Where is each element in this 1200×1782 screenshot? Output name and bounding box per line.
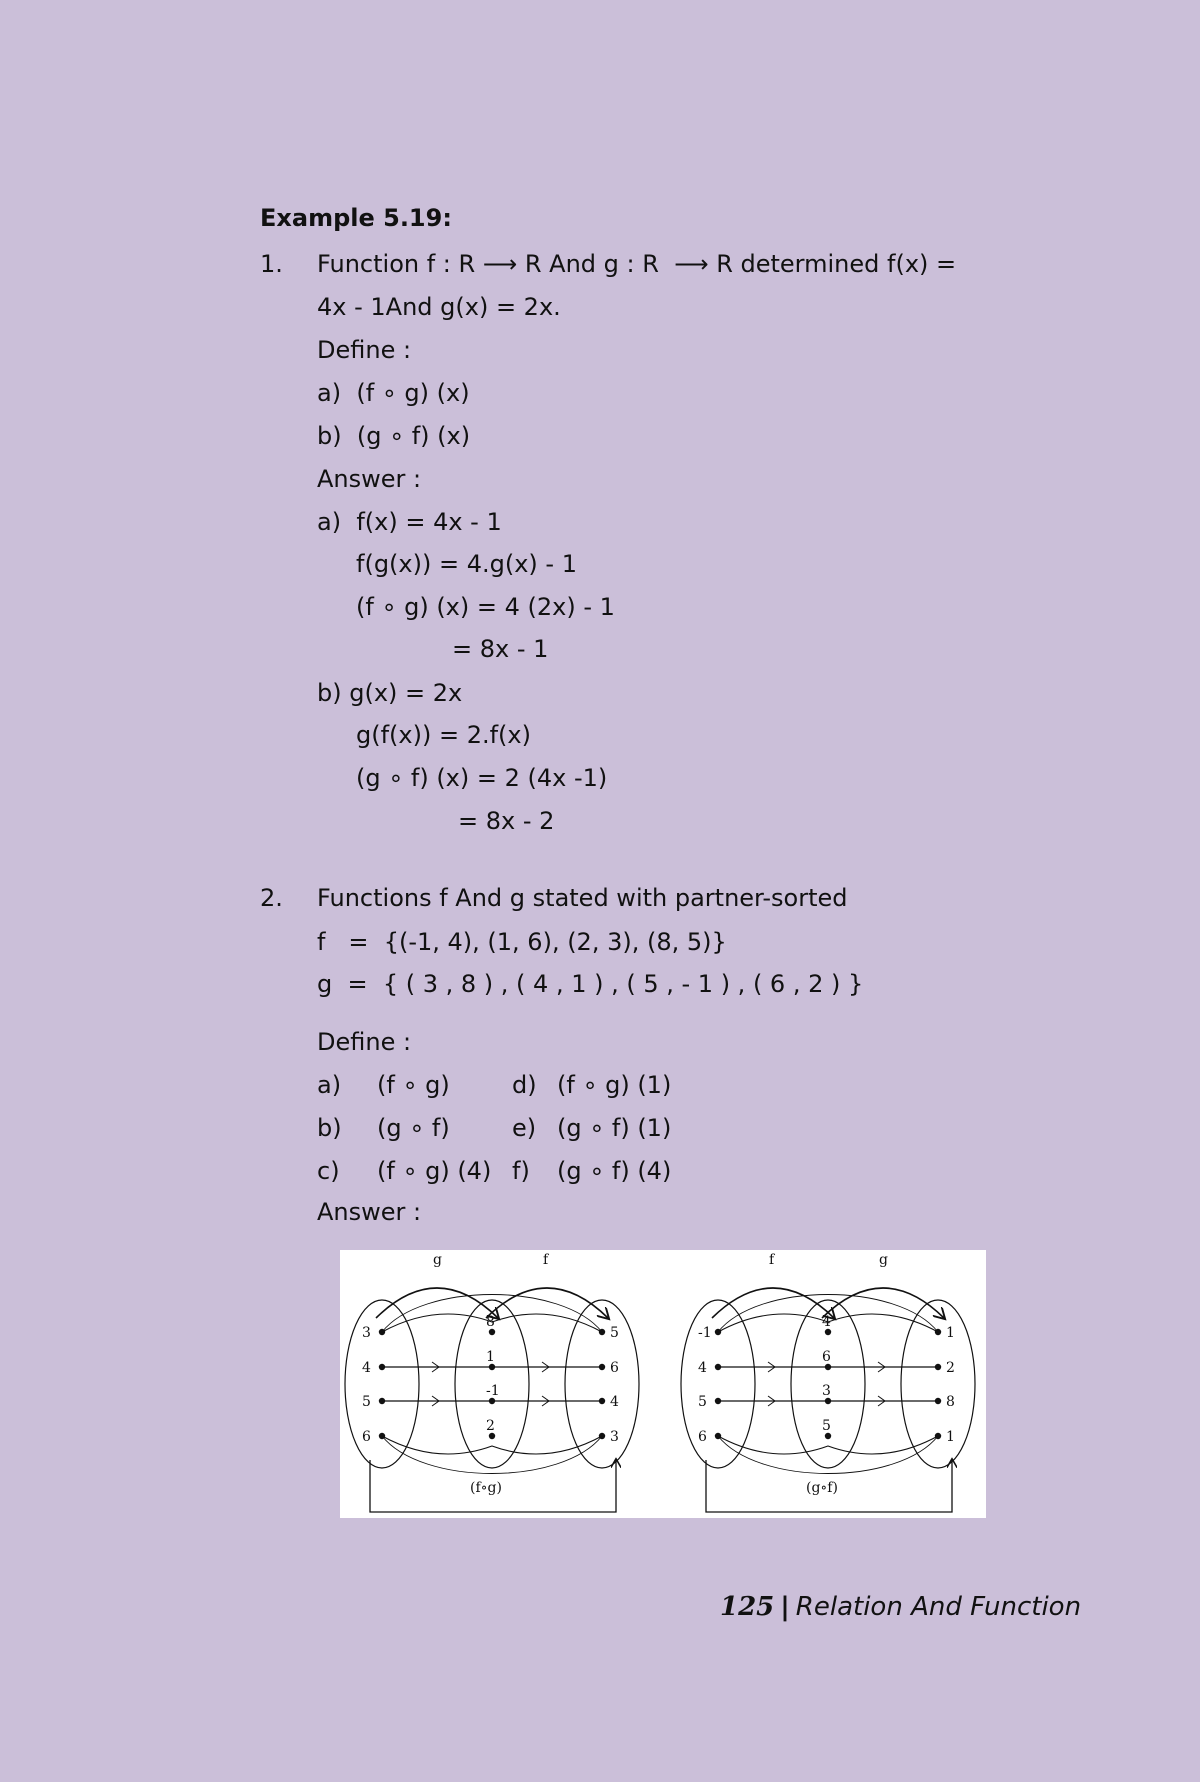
diagram-fog: [345, 1252, 639, 1512]
composition-label: (f∘g): [470, 1480, 502, 1496]
q2-number: 2.: [260, 884, 283, 912]
element-dot: [599, 1433, 605, 1439]
composition-label: (g∘f): [806, 1480, 838, 1496]
element-dot: [715, 1433, 721, 1439]
element-label: -1: [698, 1325, 712, 1341]
element-label: 6: [698, 1429, 707, 1445]
q2-define: Define :: [317, 1028, 412, 1056]
q1-number: 1.: [260, 250, 283, 278]
element-label: 3: [822, 1383, 831, 1399]
element-dot: [379, 1364, 385, 1370]
q2-answer-label: Answer :: [317, 1198, 422, 1226]
q2-item-label: d): [512, 1071, 537, 1099]
q2-item-label: a): [317, 1071, 342, 1099]
q1-sol-b-line: = 8x - 2: [458, 807, 555, 835]
q1-answer-label: Answer :: [317, 465, 422, 493]
element-label: 8: [946, 1394, 955, 1410]
element-label: 4: [822, 1314, 831, 1330]
set-ellipse: [681, 1300, 755, 1468]
q1-part-a: a) (f ∘ g) (x): [317, 379, 470, 407]
mapping-arc: [712, 1288, 834, 1318]
composition-arrow-diagram: [340, 1250, 986, 1518]
element-label: 5: [362, 1394, 371, 1410]
set-ellipse: [901, 1300, 975, 1468]
q2-item-expr: (f ∘ g) (1): [557, 1071, 672, 1099]
q1-sol-b-line: (g ∘ f) (x) = 2 (4x -1): [356, 764, 608, 792]
element-label: 4: [698, 1360, 707, 1376]
q2-statement: Functions f And g stated with partner-sorted: [317, 884, 848, 912]
element-label: 5: [822, 1418, 831, 1434]
q1-sol-a-line: a) f(x) = 4x - 1: [317, 508, 502, 536]
mapping-arc: [376, 1288, 498, 1318]
q1-statement-line1: Function f : R ⟶ R And g : R ⟶ R determined f(x) =: [317, 250, 957, 278]
element-label: 4: [362, 1360, 371, 1376]
element-label: 1: [946, 1325, 955, 1341]
set-ellipse: [565, 1300, 639, 1468]
q1-sol-a-line: f(g(x)) = 4.g(x) - 1: [356, 550, 577, 578]
q2-item-expr: (g ∘ f): [377, 1114, 450, 1142]
mapping-label: g: [433, 1252, 442, 1268]
mapping-arc: [822, 1288, 944, 1318]
element-label: -1: [486, 1383, 500, 1399]
q2-item-label: b): [317, 1114, 342, 1142]
q1-statement-line2: 4x - 1And g(x) = 2x.: [317, 293, 561, 321]
element-label: 5: [698, 1394, 707, 1410]
mapping-label: g: [879, 1252, 888, 1268]
q1-part-b: b) (g ∘ f) (x): [317, 422, 471, 450]
q2-item-expr: (g ∘ f) (1): [557, 1114, 672, 1142]
element-label: 3: [362, 1325, 371, 1341]
footer-separator: |: [780, 1592, 790, 1622]
q1-sol-a-line: (f ∘ g) (x) = 4 (2x) - 1: [356, 593, 615, 621]
q1-sol-b-line: g(f(x)) = 2.f(x): [356, 721, 531, 749]
element-dot: [715, 1398, 721, 1404]
q2-item-label: c): [317, 1157, 340, 1185]
element-dot: [379, 1329, 385, 1335]
example-title: Example 5.19:: [260, 204, 452, 232]
element-label: 2: [946, 1360, 955, 1376]
element-dot: [935, 1364, 941, 1370]
diagram-gof: [681, 1252, 975, 1512]
element-dot: [599, 1329, 605, 1335]
element-label: 2: [486, 1418, 495, 1434]
q1-sol-b-line: b) g(x) = 2x: [317, 679, 463, 707]
q1-sol-a-line: = 8x - 1: [452, 635, 549, 663]
element-label: 6: [362, 1429, 371, 1445]
q2-item-expr: (g ∘ f) (4): [557, 1157, 672, 1185]
mapping-arc: [486, 1288, 608, 1318]
element-dot: [935, 1433, 941, 1439]
element-dot: [935, 1329, 941, 1335]
element-dot: [379, 1433, 385, 1439]
element-dot: [935, 1398, 941, 1404]
chapter-title: Relation And Function: [795, 1592, 1082, 1622]
element-label: 4: [610, 1394, 619, 1410]
element-label: 6: [610, 1360, 619, 1376]
q2-g-set: g = { ( 3 , 8 ) , ( 4 , 1 ) , ( 5 , - 1 ) , ( 6 , 2 ) }: [317, 970, 864, 998]
q2-item-label: f): [512, 1157, 530, 1185]
element-dot: [715, 1364, 721, 1370]
mapping-label: f: [543, 1252, 549, 1268]
page-footer: [720, 1592, 1081, 1622]
element-label: 6: [822, 1349, 831, 1365]
element-label: 8: [486, 1314, 495, 1330]
q2-f-set: f = {(-1, 4), (1, 6), (2, 3), (8, 5)}: [317, 928, 727, 956]
q1-define: Define :: [317, 336, 412, 364]
mapping-label: f: [769, 1252, 775, 1268]
page-number: 125: [720, 1592, 775, 1622]
element-dot: [599, 1364, 605, 1370]
element-dot: [715, 1329, 721, 1335]
element-label: 3: [610, 1429, 619, 1445]
q2-item-label: e): [512, 1114, 537, 1142]
element-label: 1: [486, 1349, 495, 1365]
q2-item-expr: (f ∘ g) (4): [377, 1157, 492, 1185]
set-ellipse: [345, 1300, 419, 1468]
element-dot: [599, 1398, 605, 1404]
element-dot: [379, 1398, 385, 1404]
q2-item-expr: (f ∘ g): [377, 1071, 450, 1099]
element-label: 1: [946, 1429, 955, 1445]
element-label: 5: [610, 1325, 619, 1341]
